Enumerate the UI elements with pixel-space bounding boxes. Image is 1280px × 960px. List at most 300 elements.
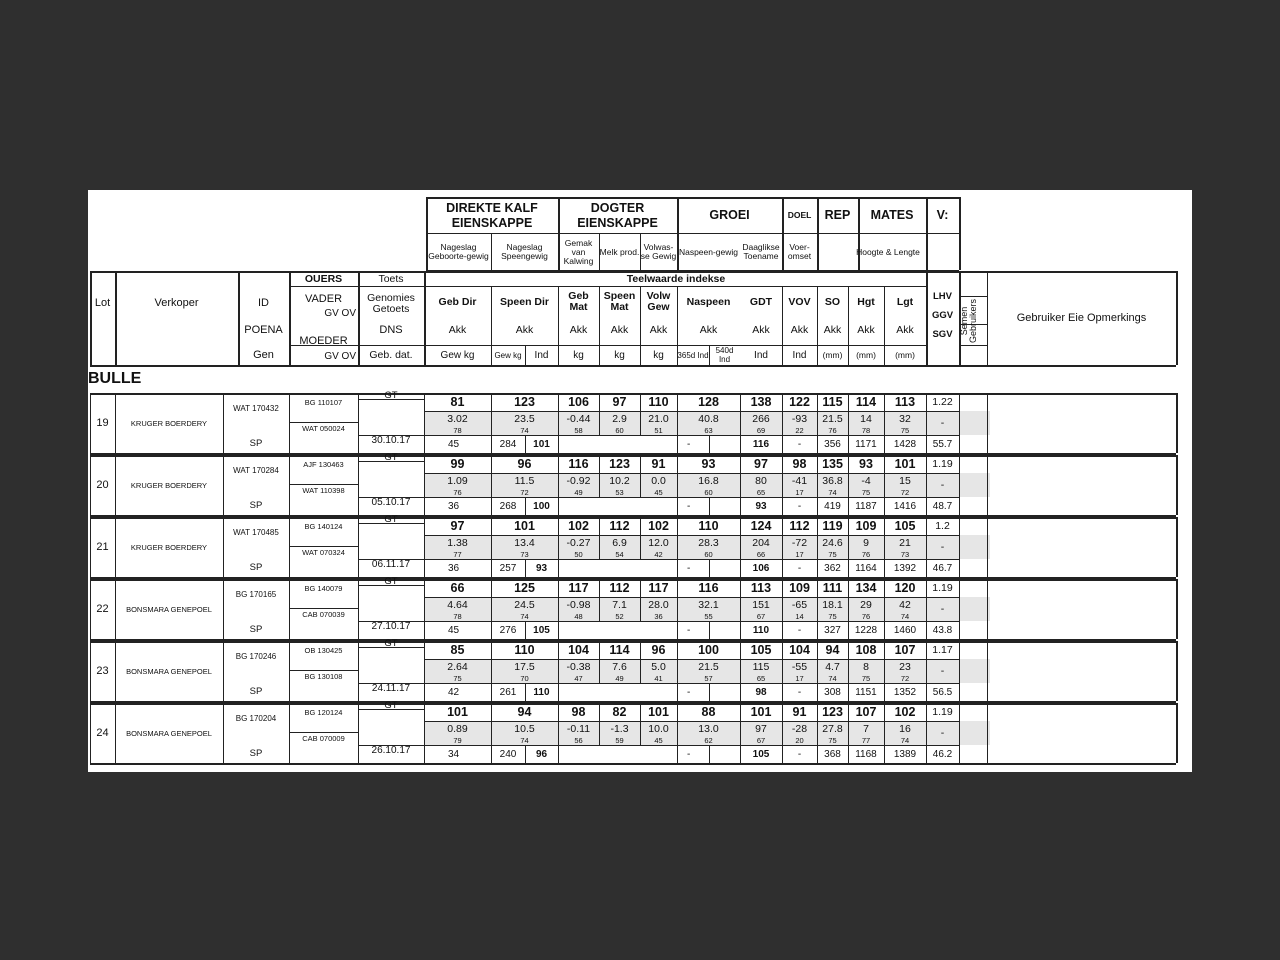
ebv-value: 105 [750, 643, 772, 657]
ebv-raw-value: 23.5 [514, 413, 535, 425]
dns-header: DNS [379, 324, 403, 336]
poena-value: SP [249, 561, 263, 573]
column-header: Naspeen [686, 295, 731, 308]
hgt-value: 1171 [855, 438, 877, 450]
ebv-raw-value: -93 [791, 413, 808, 425]
ebv-raw-value: 0.89 [447, 723, 468, 735]
v-ebv: 1.22 [932, 396, 953, 408]
speen-value: 284 [499, 438, 517, 450]
accuracy-value: 54 [615, 550, 624, 559]
poena-value: SP [249, 623, 263, 635]
ebv-raw-value: 3.02 [447, 413, 468, 425]
accuracy-value: 74 [520, 612, 529, 621]
lgt-value: 1389 [893, 748, 917, 760]
ebv-value: 94 [517, 705, 532, 719]
ebv-value: 93 [701, 457, 716, 471]
v-ebv: 1.2 [935, 520, 950, 532]
ebv-raw-value: 10.0 [648, 723, 669, 735]
column-header: Lgt [896, 295, 914, 308]
ebv-value: 110 [514, 643, 535, 657]
rule-line [709, 621, 710, 639]
column-header: Geb Dir [438, 295, 477, 308]
ebv-raw-value: 32.1 [698, 599, 719, 611]
ebv-value: 113 [894, 395, 916, 409]
naspeen-value: - [687, 438, 691, 450]
vader-id: BG 120124 [304, 707, 343, 717]
unit-kg: kg [614, 349, 625, 361]
v-value: - [940, 665, 945, 677]
ebv-raw-value: 8 [863, 661, 869, 673]
section-title: BULLE [88, 370, 142, 387]
gebdat-value: 06.11.17 [371, 558, 411, 570]
ebv-value: 97 [450, 519, 465, 533]
lot-number: 22 [96, 603, 109, 615]
moeder-header: MOEDER [299, 335, 348, 347]
column-header: GDT [749, 295, 773, 308]
ebv-value: 102 [648, 519, 669, 533]
accuracy-value: 67 [756, 612, 766, 621]
lot-header: Lot [94, 297, 111, 309]
accuracy-value: 76 [861, 550, 871, 559]
vader-id: BG 140124 [304, 521, 343, 531]
animal-id: WAT 170432 [233, 403, 279, 413]
ebv-raw-value: -0.98 [566, 599, 591, 611]
lgt-value: 1392 [893, 562, 917, 574]
ebv-raw-value: 16.8 [698, 475, 719, 487]
ebv-value: 93 [859, 457, 873, 471]
ebv-raw-value: 204 [752, 537, 770, 549]
ebv-raw-value: 115 [752, 661, 770, 673]
gew-value: 45 [448, 438, 460, 450]
rule-line [817, 233, 818, 270]
accuracy-value: 72 [900, 674, 910, 683]
accuracy-value: 74 [828, 488, 837, 497]
ebv-raw-value: 4.64 [447, 599, 468, 611]
ebv-value: 102 [894, 705, 916, 719]
column-header: Volw Gew [646, 290, 671, 313]
speen-ind: 96 [535, 748, 548, 760]
hgt-value: 1151 [855, 686, 877, 698]
rule-line [987, 393, 988, 453]
gew-value: 36 [448, 500, 460, 512]
group-header-groei: GROEI [709, 208, 750, 222]
subgroup-header: Volwas-se Gewig [640, 242, 677, 261]
ebv-raw-value: 10.2 [609, 475, 630, 487]
rule-line [1176, 393, 1178, 453]
ebv-raw-value: 23 [899, 661, 911, 673]
subgroup-header: Naspeen-gewig [678, 246, 739, 257]
naspeen-value: - [687, 686, 691, 698]
ebv-value: 109 [789, 581, 810, 595]
ebv-raw-value: 1.38 [447, 537, 468, 549]
opmerkings-header: Gebruiker Eie Opmerkings [1016, 312, 1147, 324]
accuracy-value: 78 [861, 426, 871, 435]
subgroup-header: Gemak van Kalwing [563, 237, 594, 266]
ebv-value: 106 [568, 395, 589, 409]
v-bottom: 46.7 [932, 562, 953, 574]
ebv-raw-value: -0.11 [566, 723, 591, 735]
accuracy-value: 77 [861, 736, 871, 745]
rule-line [959, 517, 960, 577]
rule-line [959, 393, 960, 453]
so-value: 308 [824, 686, 841, 698]
naspeen-value: - [687, 624, 691, 636]
teelwaarde-label: Teelwaarde indekse [626, 272, 726, 285]
vader-id: AJF 130463 [303, 459, 344, 469]
accuracy-value: 63 [704, 426, 713, 435]
so-value: 419 [824, 500, 841, 512]
akk-label: Akk [569, 324, 588, 336]
ebv-value: 116 [698, 581, 719, 595]
akk-label: Akk [649, 324, 668, 336]
ebv-value: 104 [789, 643, 810, 657]
rule-line [709, 683, 710, 701]
ebv-raw-value: 7.6 [612, 661, 627, 673]
unit-ind: Ind [792, 349, 807, 361]
ebv-raw-value: 24.6 [822, 537, 843, 549]
v-bottom: 48.7 [932, 500, 953, 512]
accuracy-value: 60 [615, 426, 624, 435]
ebv-raw-value: -28 [791, 723, 808, 735]
ebv-value: 135 [822, 457, 843, 471]
accuracy-value: 76 [828, 426, 837, 435]
ebv-raw-value: -55 [791, 661, 808, 673]
id-header: ID [258, 297, 269, 309]
accuracy-value: 55 [704, 612, 713, 621]
rule-line [558, 497, 559, 515]
vov-value: - [797, 686, 802, 698]
akk-label: Akk [896, 324, 914, 336]
unit-gewkg: Gew kg [440, 349, 475, 361]
ebv-value: 115 [822, 395, 843, 409]
ebv-raw-value: 7.1 [612, 599, 627, 611]
ebv-raw-value: -0.44 [566, 413, 591, 425]
group-header-direkte: DIREKTE KALF EIENSKAPPE [446, 200, 538, 230]
ebv-raw-value: -4 [861, 475, 871, 487]
accuracy-value: 75 [861, 674, 871, 683]
gebdat-value: 30.10.17 [371, 434, 411, 446]
poena-value: SP [249, 685, 263, 697]
ebv-value: 117 [568, 581, 589, 595]
accuracy-value: 50 [574, 550, 583, 559]
ebv-raw-value: 1.09 [447, 475, 468, 487]
ebv-raw-value: 16 [899, 723, 911, 735]
gdt-value: 116 [752, 438, 770, 450]
ebv-value: 110 [648, 395, 669, 409]
ebv-value: 128 [698, 395, 719, 409]
ebv-raw-value: 2.9 [612, 413, 627, 425]
ebv-raw-value: 24.5 [514, 599, 535, 611]
speen-ind: 93 [535, 562, 548, 574]
v-label: LHV [933, 290, 952, 302]
ebv-value: 107 [894, 643, 916, 657]
accuracy-value: 48 [574, 612, 583, 621]
so-value: 362 [824, 562, 841, 574]
toets-value: GT [384, 637, 398, 649]
rule-line [1176, 703, 1178, 763]
verkoper-name: KRUGER BOERDERY [130, 480, 208, 490]
ebv-raw-value: 11.5 [514, 475, 535, 487]
accuracy-value: 74 [828, 674, 837, 683]
accuracy-value: 78 [453, 612, 462, 621]
naspeen-value: - [687, 562, 691, 574]
ebv-raw-value: -65 [791, 599, 808, 611]
accuracy-value: 77 [453, 550, 462, 559]
accuracy-value: 76 [861, 612, 871, 621]
ebv-value: 123 [609, 457, 630, 471]
speen-ind: 100 [533, 500, 550, 512]
vov-value: - [797, 438, 802, 450]
vader-header: VADER [304, 293, 343, 305]
genomies-header: Genomies Getoets [367, 292, 415, 315]
accuracy-value: 76 [453, 488, 462, 497]
animal-id: BG 170165 [235, 589, 277, 599]
ebv-value: 82 [612, 705, 627, 719]
ebv-value: 119 [822, 519, 843, 533]
v-value: - [940, 541, 945, 553]
moeder-gv-ov: GV OV [324, 351, 356, 362]
ebv-value: 124 [750, 519, 772, 533]
ebv-value: 101 [750, 705, 772, 719]
lgt-value: 1416 [893, 500, 917, 512]
verkoper-name: BONSMARA GENEPOEL [126, 604, 212, 614]
vader-id: BG 140079 [304, 583, 343, 593]
accuracy-value: 56 [574, 736, 583, 745]
rule-line [90, 365, 1176, 367]
ebv-value: 105 [894, 519, 916, 533]
ebv-value: 134 [855, 581, 877, 595]
group-header-rep: REP [824, 208, 851, 222]
ebv-raw-value: 0.0 [651, 475, 666, 487]
toets-value: GT [384, 389, 398, 401]
accuracy-value: 45 [654, 488, 663, 497]
accuracy-value: 70 [520, 674, 529, 683]
ebv-value: 112 [609, 519, 630, 533]
accuracy-value: 75 [828, 550, 837, 559]
accuracy-value: 72 [900, 488, 910, 497]
accuracy-value: 75 [900, 426, 910, 435]
ebv-raw-value: 40.8 [698, 413, 719, 425]
ebv-value: 66 [450, 581, 465, 595]
group-header-doel: DOEL [787, 210, 812, 220]
speen-value: 240 [499, 748, 517, 760]
subgroup-header: Voer-omset [787, 242, 812, 261]
accuracy-value: 73 [520, 550, 529, 559]
unit-kg: kg [573, 349, 584, 361]
rule-line [709, 559, 710, 577]
subgroup-header: Hoogte & Lengte [856, 246, 920, 257]
ebv-value: 112 [609, 581, 630, 595]
ebv-raw-value: 80 [755, 475, 767, 487]
ebv-value: 104 [568, 643, 589, 657]
accuracy-value: 65 [756, 674, 766, 683]
rule-line [959, 579, 960, 639]
rule-line [709, 435, 710, 453]
ebv-raw-value: 13.0 [698, 723, 719, 735]
accuracy-value: 51 [654, 426, 663, 435]
accuracy-value: 73 [900, 550, 910, 559]
accuracy-value: 79 [453, 736, 462, 745]
rule-line [987, 641, 988, 701]
accuracy-value: 49 [615, 674, 624, 683]
accuracy-value: 67 [756, 736, 766, 745]
ebv-value: 100 [698, 643, 719, 657]
speen-value: 268 [499, 500, 517, 512]
ebv-value: 108 [855, 643, 877, 657]
so-value: 356 [824, 438, 841, 450]
accuracy-value: 17 [795, 674, 804, 683]
ebv-value: 88 [701, 705, 716, 719]
lgt-value: 1428 [893, 438, 917, 450]
accuracy-value: 45 [654, 736, 663, 745]
ebv-value: 101 [894, 457, 916, 471]
toets-value: GT [384, 451, 398, 463]
akk-label: Akk [752, 324, 770, 336]
v-label: GGV [931, 309, 954, 321]
v-ebv: 1.19 [932, 582, 953, 594]
poena-value: SP [249, 437, 263, 449]
lot-number: 20 [96, 479, 109, 491]
ebv-raw-value: 14 [860, 413, 872, 425]
unit-gewkg2: Gew kg [494, 350, 522, 360]
gdt-value: 106 [752, 562, 770, 574]
ebv-raw-value: 97 [755, 723, 767, 735]
rule-line [959, 197, 961, 270]
poena-value: SP [249, 499, 263, 511]
accuracy-value: 66 [756, 550, 766, 559]
ebv-raw-value: 266 [752, 413, 770, 425]
gebdat-header: Geb. dat. [369, 349, 413, 361]
verkoper-name: BONSMARA GENEPOEL [126, 728, 212, 738]
hgt-value: 1228 [854, 624, 878, 636]
ebv-raw-value: -0.27 [566, 537, 591, 549]
hgt-value: 1168 [855, 748, 877, 760]
accuracy-value: 20 [795, 736, 804, 745]
rule-line [558, 621, 559, 639]
ebv-value: 111 [822, 581, 843, 595]
rule-line [1176, 271, 1178, 365]
accuracy-value: 78 [453, 426, 462, 435]
rule-line [709, 745, 710, 763]
akk-label: Akk [699, 324, 718, 336]
ebv-value: 107 [855, 705, 877, 719]
ebv-raw-value: 21.5 [698, 661, 719, 673]
accuracy-value: 53 [615, 488, 624, 497]
ebv-value: 117 [648, 581, 669, 595]
verkoper-name: KRUGER BOERDERY [130, 542, 208, 552]
lot-number: 24 [96, 727, 109, 739]
v-bottom: 43.8 [932, 624, 953, 636]
accuracy-value: 75 [828, 612, 837, 621]
ebv-raw-value: 21.0 [648, 413, 669, 425]
unit-ind: Ind [534, 349, 549, 361]
ebv-value: 98 [792, 457, 807, 471]
vader-id: BG 110107 [304, 397, 343, 407]
accuracy-value: 42 [654, 550, 663, 559]
accuracy-value: 49 [574, 488, 583, 497]
moeder-id: WAT 050024 [302, 424, 345, 433]
speen-value: 257 [499, 562, 517, 574]
rule-line [90, 763, 115, 765]
akk-label: Akk [790, 324, 809, 336]
vov-value: - [797, 748, 802, 760]
rule-line [558, 683, 559, 701]
speen-value: 261 [499, 686, 517, 698]
ebv-value: 98 [571, 705, 586, 719]
rule-line [987, 703, 988, 763]
rule-line [1176, 641, 1178, 701]
vader-id: OB 130425 [304, 645, 343, 655]
gew-value: 34 [448, 748, 460, 760]
ebv-value: 114 [855, 395, 877, 409]
ebv-raw-value: -0.38 [566, 661, 591, 673]
accuracy-value: 72 [520, 488, 529, 497]
ebv-value: 116 [568, 457, 589, 471]
ebv-raw-value: 4.7 [825, 661, 840, 673]
accuracy-value: 69 [756, 426, 766, 435]
column-header: Geb Mat [568, 290, 589, 313]
column-header: Hgt [857, 295, 875, 308]
rule-line [558, 745, 559, 763]
ebv-value: 81 [450, 395, 465, 409]
ebv-value: 101 [447, 705, 468, 719]
ebv-value: 112 [789, 519, 810, 533]
akk-label: Akk [515, 324, 534, 336]
subgroup-header: Melk prod. [599, 246, 640, 257]
unit-mm: (mm) [856, 350, 876, 360]
ebv-value: 123 [822, 705, 843, 719]
v-value: - [940, 417, 945, 429]
rule-line [959, 641, 960, 701]
ebv-value: 85 [450, 643, 465, 657]
column-header: Speen Mat [603, 290, 636, 313]
gew-value: 45 [448, 624, 460, 636]
gebdat-value: 26.10.17 [371, 744, 411, 756]
v-bottom: 46.2 [932, 748, 953, 760]
accuracy-value: 74 [520, 426, 529, 435]
toets-value: GT [384, 699, 398, 711]
naspeen-value: - [687, 500, 691, 512]
accuracy-value: 65 [756, 488, 766, 497]
ebv-raw-value: 21 [899, 537, 911, 549]
animal-id: WAT 170485 [233, 527, 279, 537]
ebv-value: 109 [855, 519, 877, 533]
lgt-value: 1460 [893, 624, 917, 636]
ebv-raw-value: 6.9 [612, 537, 627, 549]
ebv-raw-value: 42 [899, 599, 911, 611]
vov-value: - [797, 500, 802, 512]
vov-value: - [797, 562, 802, 574]
ebv-raw-value: 13.4 [514, 537, 535, 549]
group-header-dogter: DOGTER EIENSKAPPE [577, 200, 658, 230]
accuracy-value: 22 [795, 426, 804, 435]
accuracy-value: 52 [615, 612, 624, 621]
so-value: 368 [824, 748, 841, 760]
unit-540d: 540d Ind [715, 346, 734, 364]
gew-value: 42 [448, 686, 460, 698]
ebv-raw-value: 28.3 [698, 537, 719, 549]
accuracy-value: 60 [704, 550, 713, 559]
speen-ind: 101 [533, 438, 550, 450]
toets-header: Toets [378, 272, 404, 285]
ebv-value: 123 [514, 395, 535, 409]
toets-value: GT [384, 513, 398, 525]
ebv-value: 99 [450, 457, 465, 471]
accuracy-value: 74 [900, 736, 910, 745]
accuracy-value: 47 [574, 674, 583, 683]
moeder-id: WAT 070324 [302, 548, 345, 557]
v-bottom: 56.5 [932, 686, 953, 698]
